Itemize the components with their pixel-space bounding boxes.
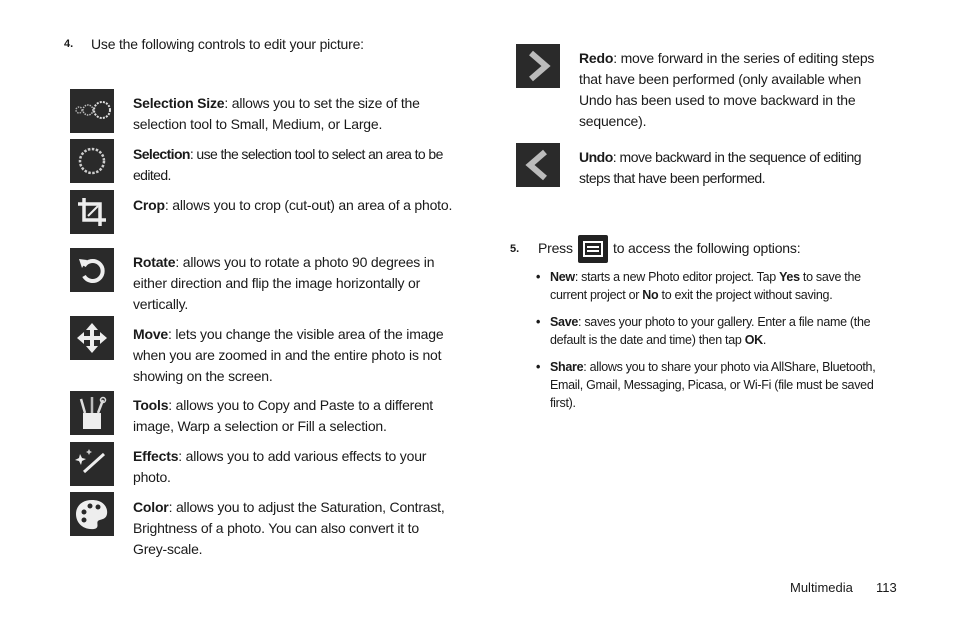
control-rotate: Rotate: allows you to rotate a photo 90 degrees in either direction and flip the image horizontally or vertically.	[133, 254, 435, 312]
option-save: • Save: saves your photo to your gallery. Enter a file name (the default is the date and time) then tap OK.	[536, 315, 871, 347]
control-tools: Tools: allows you to Copy and Paste to a different image, Warp a selection or Fill a selection.	[133, 397, 433, 434]
selection-icon	[70, 139, 114, 183]
option-share: • Share: allows you to share your photo via AllShare, Bluetooth, Email, Gmail, Messaging, Picasa, or Wi-Fi (file must be saved first).	[536, 360, 876, 410]
crop-icon	[70, 190, 114, 234]
control-selection: Selection: use the selection tool to select an area to be edited.	[133, 146, 443, 183]
step-5-options	[536, 268, 886, 421]
selection-size-icon	[70, 89, 114, 133]
effects-icon	[70, 442, 114, 486]
color-palette-icon	[70, 492, 114, 536]
move-icon	[70, 316, 114, 360]
step-5-after: to access the following options:	[613, 240, 801, 256]
control-effects: Effects: allows you to add various effects to your photo.	[133, 448, 427, 485]
tools-icon	[70, 391, 114, 435]
control-color: Color: allows you to adjust the Saturation, Contrast, Brightness of a photo. You can also convert it to Grey-scale.	[133, 499, 445, 557]
option-new: • New: starts a new Photo editor project. Tap Yes to save the current project or No to exit the project without saving.	[536, 270, 861, 302]
control-redo: Redo: move forward in the series of editing steps that have been performed (only available when Undo has been used to move backward in the sequence).	[579, 50, 875, 129]
page-number: 113	[876, 580, 897, 595]
control-selection-size: Selection Size: allows you to set the size of the selection tool to Small, Medium, or Large.	[133, 95, 420, 132]
redo-icon	[516, 44, 560, 88]
control-move: Move: lets you change the visible area of the image when you are zoomed in and the entire photo is not showing on the screen.	[133, 326, 444, 384]
step-4-number: 4.	[64, 38, 74, 50]
undo-icon	[516, 143, 560, 187]
menu-key-icon	[578, 235, 608, 263]
control-undo: Undo: move backward in the sequence of editing steps that have been performed.	[579, 149, 862, 186]
step-5-number: 5.	[510, 243, 520, 255]
rotate-icon	[70, 248, 114, 292]
step-4-intro: Use the following controls to edit your picture:	[91, 36, 364, 52]
control-crop: Crop: allows you to crop (cut-out) an area of a photo.	[133, 197, 453, 213]
footer-section: Multimedia	[790, 580, 853, 595]
step-5-press: Press	[538, 240, 573, 256]
